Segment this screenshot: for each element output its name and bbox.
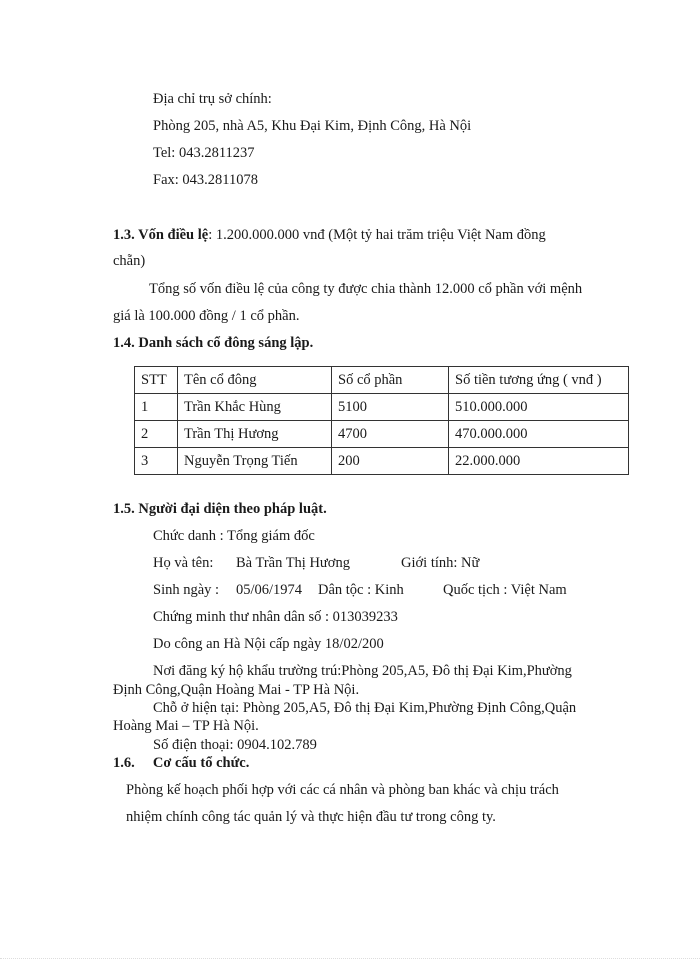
table-row (135, 394, 629, 421)
representative-id-number: Chứng minh thư nhân dân số : 013039233 (153, 609, 398, 625)
cell-shares: 4700 (332, 421, 449, 448)
representative-title: Chức danh : Tổng giám đốc (153, 528, 315, 544)
structure-line1: Phòng kế hoạch phối hợp với các cá nhân và phòng ban khác và chịu trách (126, 782, 559, 798)
address-tel: Tel: 043.2811237 (153, 145, 255, 161)
cell-name: Trần Khắc Hùng (178, 394, 332, 421)
cell-amount: 510.000.000 (449, 394, 629, 421)
representative-name-label: Họ và tên: (153, 555, 214, 571)
capital-heading: 1.3. Vốn điều lệ (113, 227, 209, 243)
cell-amount: 470.000.000 (449, 421, 629, 448)
cell-stt: 3 (135, 448, 178, 475)
representative-residence-line1: Nơi đăng ký hộ khẩu trường trú:Phòng 205,A5, Đô thị Đại Kim,Phường (153, 663, 572, 679)
capital-line (113, 226, 546, 244)
representative-heading: 1.5. Người đại diện theo pháp luật. (113, 501, 327, 517)
capital-para-line1: Tổng số vốn điều lệ của công ty được chia thành 12.000 cổ phần với mệnh (149, 281, 583, 297)
capital-para-line2: giá là 100.000 đồng / 1 cổ phần. (113, 308, 300, 324)
cell-amount: 22.000.000 (449, 448, 629, 475)
cell-name: Nguyễn Trọng Tiến (178, 448, 332, 475)
representative-gender: Giới tính: Nữ (401, 555, 480, 571)
representative-dob-value: 05/06/1974 (236, 582, 303, 598)
column-header-shares: Số cổ phần (332, 367, 449, 394)
representative-residence-line2: Định Công,Quận Hoàng Mai - TP Hà Nội. (113, 682, 360, 698)
column-header-amount: Số tiền tương ứng ( vnđ ) (449, 367, 629, 394)
table-header-row (135, 367, 629, 394)
address-label: Địa chỉ trụ sở chính: (153, 91, 272, 107)
column-header-stt: STT (135, 367, 178, 394)
table-row (135, 448, 629, 475)
table-row (135, 421, 629, 448)
representative-current-line2: Hoàng Mai – TP Hà Nội. (113, 718, 259, 734)
representative-ethnicity: Dân tộc : Kinh (318, 582, 404, 598)
cell-stt: 2 (135, 421, 178, 448)
representative-id-issued: Do công an Hà Nội cấp ngày 18/02/200 (153, 636, 384, 652)
representative-phone: Số điện thoại: 0904.102.789 (153, 737, 317, 753)
representative-current-line1: Chỗ ở hiện tại: Phòng 205,A5, Đô thị Đại Kim,Phường Định Công,Quận (153, 700, 577, 716)
representative-nationality: Quốc tịch : Việt Nam (443, 582, 567, 598)
cell-shares: 5100 (332, 394, 449, 421)
address-line: Phòng 205, nhà A5, Khu Đại Kim, Định Công, Hà Nội (153, 118, 472, 134)
cell-name: Trần Thị Hương (178, 421, 332, 448)
representative-dob-label: Sinh ngày : (153, 582, 220, 598)
column-header-name: Tên cổ đông (178, 367, 332, 394)
address-fax: Fax: 043.2811078 (153, 172, 258, 188)
structure-line2: nhiệm chính công tác quản lý và thực hiện đầu tư trong công ty. (126, 809, 496, 825)
capital-text: : 1.200.000.000 vnđ (Một tỷ hai trăm triệu Việt Nam đồng (208, 227, 546, 243)
capital-text-cont: chẵn) (113, 253, 146, 269)
shareholders-table (134, 366, 629, 475)
cell-stt: 1 (135, 394, 178, 421)
cell-shares: 200 (332, 448, 449, 475)
structure-heading: 1.6. Cơ cấu tổ chức. (113, 755, 250, 771)
shareholders-heading: 1.4. Danh sách cổ đông sáng lập. (113, 335, 314, 351)
representative-name-value: Bà Trần Thị Hương (236, 555, 350, 571)
